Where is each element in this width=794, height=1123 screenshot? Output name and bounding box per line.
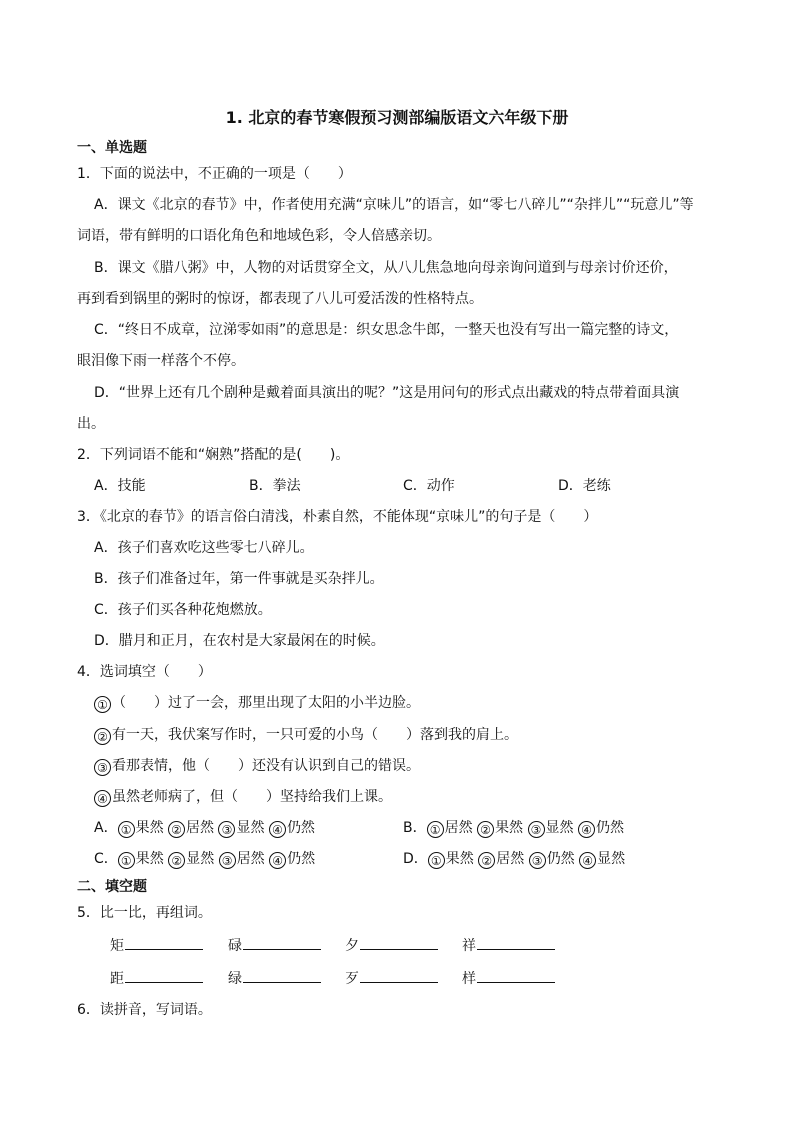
section-heading-fill-blank: 二、填空题 [77, 879, 147, 895]
question-4-stem: 4．选词填空（ ） [77, 664, 212, 680]
section-heading-single-choice: 一、单选题 [77, 140, 147, 156]
answer-blank[interactable] [125, 968, 203, 983]
question-2-option-c: C．动作 [403, 478, 455, 494]
question-4-option-a: A． ① 果然 ② 居然 ③ 显然 ④ 仍然 [94, 820, 315, 837]
answer-blank[interactable] [477, 935, 555, 950]
answer-blank[interactable] [360, 968, 438, 983]
question-1-option-c: C．“终日不成章，泣涕零如雨”的意思是：织女思念牛郎，一整天也没有写出一篇完整的诗文， [94, 322, 679, 338]
word-pair-cell: 绿 [228, 968, 321, 989]
word-pair-cell: 样 [462, 968, 555, 989]
question-4-option-b: B． ① 居然 ② 果然 ③ 显然 ④ 仍然 [403, 820, 624, 837]
question-1-stem: 1．下面的说法中，不正确的一项是（ ） [77, 166, 352, 182]
circled-number: ④ [94, 790, 111, 807]
word-pair-cell: 距 [110, 968, 203, 989]
word-pair-cell: 夕 [345, 935, 438, 956]
answer-blank[interactable] [243, 968, 321, 983]
circled-number: ② [94, 728, 111, 745]
question-3-option-a: A．孩子们喜欢吃这些零七八碎儿。 [94, 540, 314, 556]
question-1-option-a: A．课文《北京的春节》中，作者使用充满“京味儿”的语言，如“零七八碎儿”“杂拌儿”“玩意儿”等 [94, 197, 694, 213]
question-2-option-a: A．技能 [94, 478, 146, 494]
question-3-option-c: C．孩子们买各种花炮燃放。 [94, 602, 272, 618]
question-5-stem: 5．比一比，再组词。 [77, 905, 212, 921]
question-2-option-d: D．老练 [558, 478, 611, 494]
question-6-stem: 6．读拼音，写词语。 [77, 1002, 212, 1018]
question-3-option-b: B．孩子们准备过年，第一件事就是买杂拌儿。 [94, 571, 384, 587]
question-3-stem: 3．《北京的春节》的语言俗白清浅，朴素自然，不能体现“京味儿”的句子是（ ） [77, 509, 598, 525]
question-4-sentence-2: ② 有一天，我伏案写作时，一只可爱的小鸟（ ）落到我的肩上。 [94, 725, 518, 745]
question-4-sentence-3: ③ 看那表情，他（ ）还没有认识到自己的错误。 [94, 756, 420, 776]
circled-number: ① [94, 696, 111, 713]
word-pair-cell: 矩 [110, 935, 203, 956]
answer-blank[interactable] [243, 935, 321, 950]
question-4-option-d: D． ① 果然 ② 居然 ③ 仍然 ④ 显然 [403, 851, 626, 868]
question-1-option-d: D．“世界上还有几个剧种是戴着面具演出的呢？”这是用问句的形式点出藏戏的特点带着面具演 [94, 385, 680, 401]
word-pair-cell: 歹 [345, 968, 438, 989]
question-3-option-d: D．腊月和正月，在农村是大家最闲在的时候。 [94, 633, 385, 649]
question-1-option-b: B．课文《腊八粥》中，人物的对话贯穿全文，从八儿焦急地向母亲询问道到与母亲讨价还价， [94, 260, 678, 276]
question-4-option-c: C． ① 果然 ② 显然 ③ 居然 ④ 仍然 [94, 851, 316, 868]
page-title: 1. 北京的春节寒假预习测部编版语文六年级下册 [225, 108, 569, 127]
answer-blank[interactable] [360, 935, 438, 950]
word-pair-cell: 祥 [462, 935, 555, 956]
question-1-option-b-cont: 再到看到锅里的粥时的惊讶，都表现了八儿可爱活泼的性格特点。 [77, 291, 483, 307]
answer-blank[interactable] [477, 968, 555, 983]
circled-number: ③ [94, 759, 111, 776]
question-4-sentence-1: ① （ ）过了一会，那里出现了太阳的小半边脸。 [94, 693, 420, 713]
word-pair-cell: 碌 [228, 935, 321, 956]
question-1-option-a-cont: 词语，带有鲜明的口语化角色和地域色彩，令人倍感亲切。 [77, 228, 441, 244]
question-2-option-b: B．拳法 [249, 478, 301, 494]
question-1-option-c-cont: 眼泪像下雨一样落个不停。 [77, 353, 245, 369]
question-2-stem: 2．下列词语不能和“娴熟”搭配的是( )。 [77, 447, 350, 463]
question-4-sentence-4: ④ 虽然老师病了，但（ ）坚持给我们上课。 [94, 787, 392, 807]
answer-blank[interactable] [125, 935, 203, 950]
question-1-option-d-cont: 出。 [77, 416, 105, 432]
